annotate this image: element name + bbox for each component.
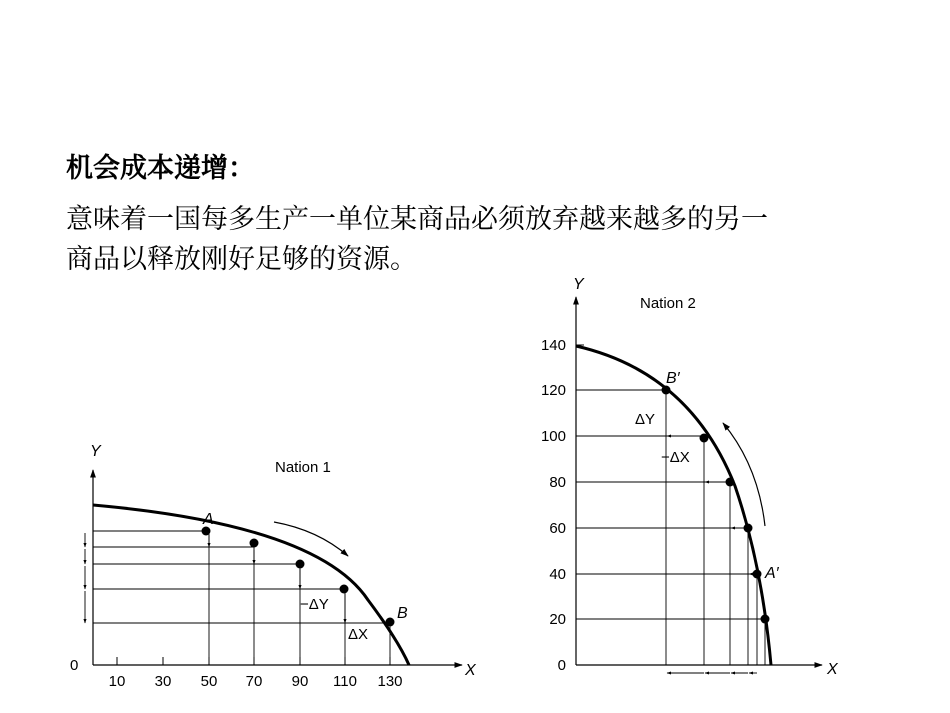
nation1-point-4 [340,585,349,594]
nation2-x-axis-label: X [827,661,838,678]
nation2-ytick-0: 0 [557,657,566,674]
nation2-horizontal-guides [576,390,765,619]
body-line-2: 商品以释放刚好足够的资源。 [66,244,417,275]
nation2-ytick-40: 40 [549,566,566,583]
nation1-x-axis-label: X [465,662,476,679]
nation1-xtick-70: 70 [245,673,263,690]
nation2-point-2 [700,434,709,443]
nation2-ytick-80: 80 [549,474,566,491]
nation2-ytick-20: 20 [549,611,566,628]
nation1-y-axis-label: Y [90,443,101,460]
nation1-xtick-90: 90 [291,673,309,690]
nation1-delta-x: ΔX [348,626,369,643]
nation1-xtick-30: 30 [154,673,172,690]
slide-heading: 机会成本递增： [66,153,255,184]
nation1-xtick-50: 50 [200,673,218,690]
nation1-origin-label: 0 [70,657,79,674]
nation1-point-b [386,618,395,627]
nation2-ytick-120: 120 [540,382,566,399]
nation1-title: Nation 1 [275,459,331,476]
nation2-point-4 [744,524,753,533]
nation2-ppf-curve [576,346,771,665]
nation2-point-3 [726,478,735,487]
nation1-xtick-130: 130 [377,673,403,690]
nation2-y-axis-label: Y [573,276,584,293]
nation2-ytick-60: 60 [549,520,566,537]
nation1-xtick-110: 110 [333,673,357,690]
nation2-ytick-140: 140 [540,337,566,354]
nation2-delta-y: ΔY [635,411,656,428]
nation1-point-3 [296,560,305,569]
nation1-direction-arrow [274,522,348,556]
nation1-xtick-10: 10 [108,673,126,690]
nation2-diagram [541,276,839,678]
nation2-point-6 [761,615,770,624]
nation2-point-a [753,570,762,579]
nation1-x-ticks [117,657,390,665]
nation2-ytick-100: 100 [540,428,566,445]
nation1-diagram [70,443,477,690]
nation2-title: Nation 2 [640,295,696,312]
nation2-label-b: B′ [666,370,680,387]
body-line-1: 意味着一国每多生产一单位某商品必须放弃越来越多的另一 [66,204,768,235]
nation2-label-a: A′ [765,565,779,582]
nation1-label-a: A [203,511,214,528]
nation1-label-b: B [397,605,408,622]
nation1-point-2 [250,539,259,548]
nation2-delta-x: −ΔX [661,449,690,466]
nation1-delta-y: −ΔY [300,596,329,613]
